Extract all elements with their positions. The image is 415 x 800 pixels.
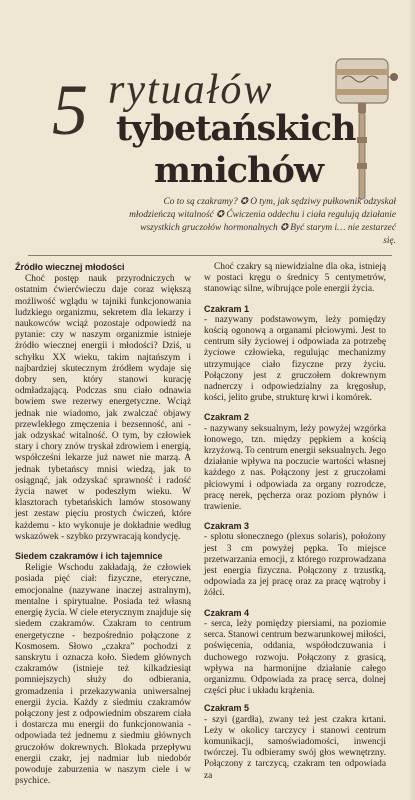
chakra-1-text: - nazywany podstawowym, leży pomiędzy kością ogonową a organami płciowymi. Jest to centrum siły życiowej i odpowiada za potrzebę życiowe człowieka, regulując mechanizmy utrzymujące ciało fizyczne przy życiu. Połączony jest z gruczołem dokrewnym nadnerczy i odpowiedzialny za kręgosłup, kości, jelito grube, strukturę krwi i komórek. — [204, 314, 386, 404]
chakra-1-heading: Czakram 1 — [204, 303, 250, 314]
title-line-2: tybetańskich — [116, 108, 356, 149]
chakra-5-heading: Czakram 5 — [204, 703, 250, 714]
lead-paragraph: Co to są czakramy? ✪ O tym, jak sędziwy pułkownik odzyskał młodzieńczą witalność ✪ Ćwiczenia oddechu i ciała regulują działanie wszystkich gruczołów hormonalnych ✪ Być starym i… nie zestarzeć się. — [129, 197, 396, 246]
section-text-source-of-youth: Choć postęp nauk przyrodniczych w ostatnim ćwierćwieczu daje coraz większą możliwość wglądu w tajniki funkcjonowania ludzkiego organizmu, sekretem dla lekarzy i naukowców wciąż pozostaje odpowiedź na pytanie: czy w naszym organizmie istnieje źródło wiecznej energii i młodości? Dziś, u schyłku XX wieku, takim najtańszym i najbardziej skutecznym źródłem wydaje się dobry sen, który stanowi kurację odmładzającą. Podczas snu ciało odnawia bowiem swe rezerwy energetyczne. Wciąż jednak nie wiadomo, jak zwalczać objawy przewlekłego zmęczenia i bezsenność, ani - jak odzyskać witalność. O tym, by człowiek stary i chory znów tryskał zdrowiem i energią, współcześni lekarze już nawet nie marzą. A jednak tybetańscy mnisi wiedzą, jak to osiągnąć, jak odzyskać sprawność i radość życia nawet w podeszłym wieku. W klasztorach tybetańskich lamów stosowany jest zestaw pięciu prostych ćwiczeń, które każdemu - kto wykonuje je dokładnie według wskazówek - szybko przywracają kondycję. — [15, 274, 191, 542]
section-text-seven-chakras: Religie Wschodu zakładają, że człowiek posiada pięć ciał: fizyczne, eteryczne, emocjonalne (nazywane inaczej astralnym), mentalne i spirytualne. Posiada też własną energię życia. W ciele eterycznym znajduje się siedem czakramów. Czakram to centrum energetyczne - bezpośrednio połączone z Kosmosem. Słowo „czakra” pochodzi z sanskrytu i oznacza koło. Siedem głównych czakramów (istnieje też kilkadziesiąt pomniejszych) służy do odbierania, gromadzenia i przekazywania uniwersalnej energii życia. Każdy z siedmiu czakramów połączony jest z odpowiednim obszarem ciała i dostarcza mu energii do funkcjonowania - odpowiada też jednemu z siedmiu głównych gruczołów dokrewnych. Blokada przepływu energii czakr, jej nadmiar lub niedobór powoduje zaburzenia w naszym ciele i w psychice. — [15, 563, 191, 787]
chakra-3-text: - splotu słonecznego (plexus solaris), położony jest 3 cm powyżej pępka. To miejsce przetwarzania emocji, z którego rozprowadzana jest energia fizyczna. Połączony z trzustką, odpowiada za jej pracę oraz za pracę wątroby i żółci. — [204, 532, 386, 599]
title-number: 5 — [52, 70, 88, 150]
title-line-1: rytuałów — [108, 67, 274, 113]
section-heading-seven-chakras: Siedem czakramów i ich tajemnice — [15, 551, 163, 562]
chakra-4-text: - serca, leży pomiędzy piersiami, na poziomie serca. Stanowi centrum bezwarunkowej miłości, poświęcenia, oddania, współodczuwania i duchowego rozwoju. Połączony z grasicą, wpływa na harmonijne działanie całego organizmu. Odpowiada za pracę serca, dolnej części płuc i układu krążenia. — [204, 618, 386, 697]
title-line-3: mnichów — [154, 150, 324, 191]
left-column — [15, 262, 191, 787]
divider — [28, 255, 392, 256]
chakra-4-heading: Czakram 4 — [204, 607, 250, 618]
right-column — [204, 262, 386, 782]
chakra-3-heading: Czakram 3 — [204, 521, 250, 532]
chakra-2-heading: Czakram 2 — [204, 412, 250, 423]
chakra-5-text: - szyi (gardła), zwany też jest czakra krtani. Leży w okolicy tarczycy i stanowi centrum komunikacji, samoświadomości, inwencji twórczej. Tu odbieramy swój głos wewnętrzny. Połączony z tarczycą, czakram ten odpowiada za — [204, 714, 386, 781]
prayer-wheel-illustration — [328, 55, 408, 203]
chakra-intro: Choć czakry są niewidzialne dla oka, istnieją w postaci kręgu o średnicy 5 centymetrów, stanowiąc silne, wibrujące pole energii życia. — [204, 262, 386, 295]
section-heading-source-of-youth: Źródło wiecznej młodości — [15, 262, 125, 272]
page-edge-shadow — [409, 0, 415, 800]
chakra-2-text: - nazywany seksualnym, leży powyżej wzgórka łonowego, tzn. między pępkiem a kością krzyżową. To centrum energii seksualnych. Jego działanie wpływa na poczucie wartości własnej każdego z nas. Połączony jest z gruczołami płciowymi i odpowiada za organy rozrodcze, pracę nerek, pęcherza oraz poziom płynów i trawienie. — [204, 423, 387, 513]
